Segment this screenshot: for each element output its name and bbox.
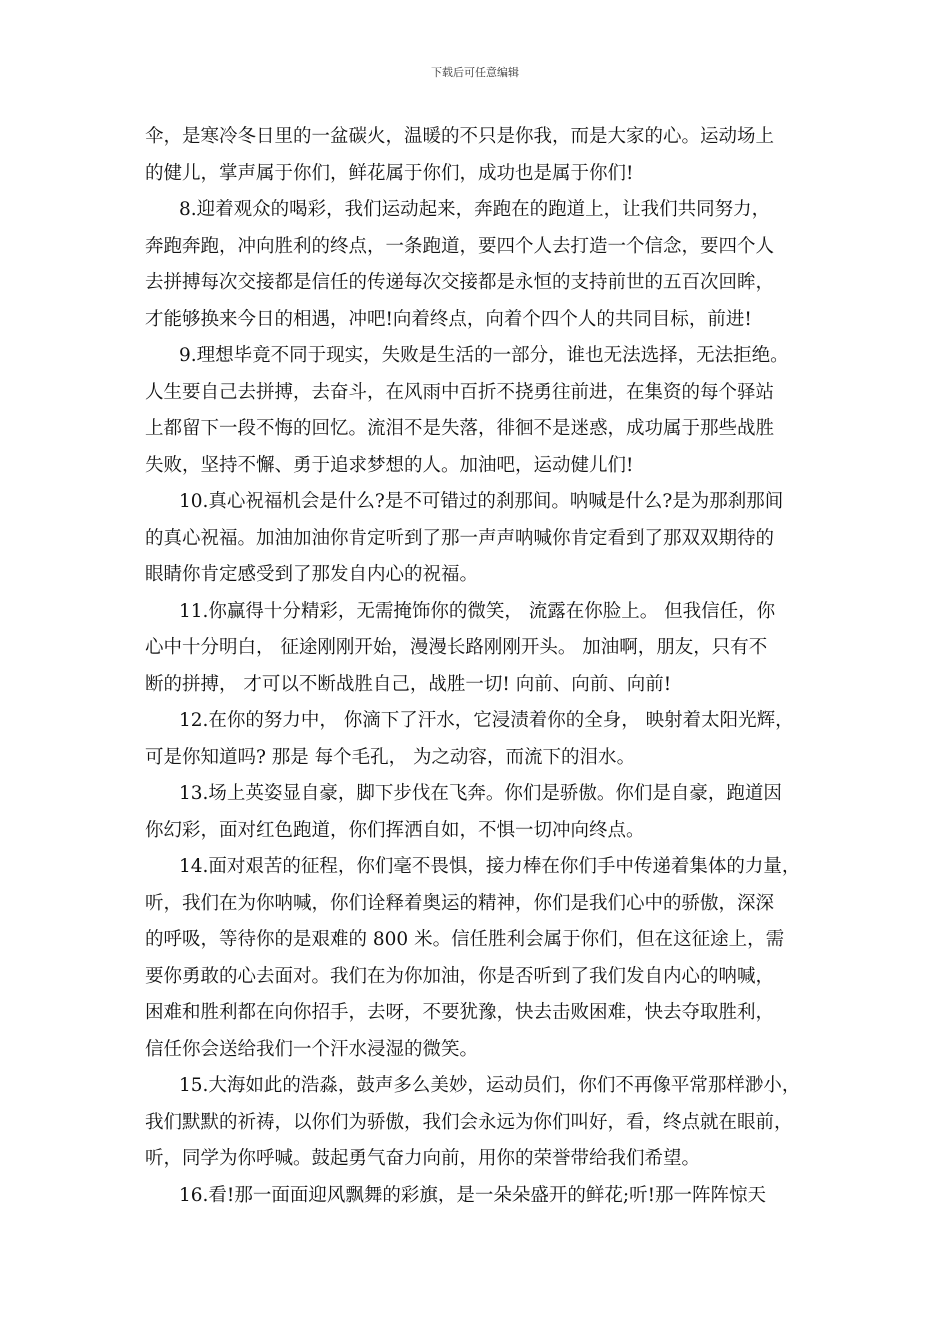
text-line: 11.你赢得十分精彩，无需掩饰你的微笑， 流露在你脸上。 但我信任，你 xyxy=(179,600,776,622)
page-header: 下载后可任意编辑 xyxy=(431,66,519,79)
text-line: 13.场上英姿显自豪，脚下步伐在飞奔。你们是骄傲。你们是自豪，跑道因 xyxy=(179,783,782,804)
text-line: 心中十分明白， 征途刚刚开始，漫漫长路刚刚开头。 加油啊，朋友，只有不 xyxy=(145,637,768,658)
text-line: 12.在你的努力中， 你滴下了汗水，它浸渍着你的全身， 映射着太阳光辉， xyxy=(179,710,794,731)
text-line: 困难和胜利都在向你招手，去呀，不要犹豫，快去击败困难，快去夺取胜利， xyxy=(145,1002,775,1023)
text-line: 人生要自己去拼搏，去奋斗，在风雨中百折不挠勇往前进，在集资的每个驿站 xyxy=(145,381,775,403)
text-line: 伞，是寒冷冬日里的一盆碳火，温暖的不只是你我，而是大家的心。运动场上 xyxy=(145,126,775,147)
text-line: 我们默默的祈祷，以你们为骄傲，我们会永远为你们叫好，看，终点就在眼前， xyxy=(145,1111,793,1133)
text-line: 9.理想毕竟不同于现实，失败是生活的一部分，谁也无法选择，无法拒绝。 xyxy=(179,345,789,366)
text-line: 的呼吸，等待你的是艰难的 800 米。信任胜利会属于你们，但在这征途上，需 xyxy=(145,929,785,950)
text-line: 眼睛你肯定感受到了那发自内心的祝福。 xyxy=(145,564,479,585)
text-line: 听，同学为你呼喊。鼓起勇气奋力向前，用你的荣誉带给我们希望。 xyxy=(145,1148,701,1169)
text-line: 才能够换来今日的相遇，冲吧!向着终点，向着个四个人的共同目标，前进! xyxy=(145,308,752,330)
text-line: 8.迎着观众的喝彩，我们运动起来，奔跑在的跑道上，让我们共同努力， xyxy=(179,199,771,220)
text-line: 上都留下一段不悔的回忆。流泪不是失落，徘徊不是迷惑，成功属于那些战胜 xyxy=(145,418,775,439)
text-line: 断的拼搏， 才可以不断战胜自己，战胜一切! 向前、向前、向前! xyxy=(145,673,672,695)
text-line: 失败，坚持不懈、勇于追求梦想的人。加油吧，运动健儿们! xyxy=(145,454,634,476)
document-body xyxy=(145,119,813,1214)
text-line: 可是你知道吗? 那是 每个毛孔， 为之动容，而流下的泪水。 xyxy=(145,746,636,768)
text-line: 听，我们在为你呐喊，你们诠释着奥运的精神，你们是我们心中的骄傲，深深 xyxy=(145,892,775,914)
text-line: 奔跑奔跑，冲向胜利的终点，一条跑道，要四个人去打造一个信念，要四个人 xyxy=(145,235,775,257)
text-line: 15.大海如此的浩淼，鼓声多么美妙，运动员们，你们不再像平常那样渺小， xyxy=(179,1075,801,1096)
text-line: 信任你会送给我们一个汗水浸湿的微笑。 xyxy=(145,1038,479,1060)
text-line: 要你勇敢的心去面对。我们在为你加油，你是否听到了我们发自内心的呐喊， xyxy=(145,965,775,987)
text-line: 的健儿，掌声属于你们，鲜花属于你们，成功也是属于你们! xyxy=(145,162,634,184)
text-line: 的真心祝福。加油加油你肯定听到了那一声声呐喊你肯定看到了那双双期待的 xyxy=(145,527,775,549)
text-line: 去拼搏每次交接都是信任的传递每次交接都是永恒的支持前世的五百次回眸， xyxy=(145,272,775,293)
text-line: 14.面对艰苦的征程，你们毫不畏惧，接力棒在你们手中传递着集体的力量， xyxy=(179,856,801,877)
text-line: 你幻彩，面对红色跑道，你们挥洒自如，不惧一切冲向终点。 xyxy=(145,819,645,841)
text-line: 16.看!那一面面迎风飘舞的彩旗，是一朵朵盛开的鲜花;听!那一阵阵惊天 xyxy=(179,1184,767,1206)
text-line: 10.真心祝福机会是什么?是不可错过的刹那间。呐喊是什么?是为那刹那间 xyxy=(179,491,784,512)
